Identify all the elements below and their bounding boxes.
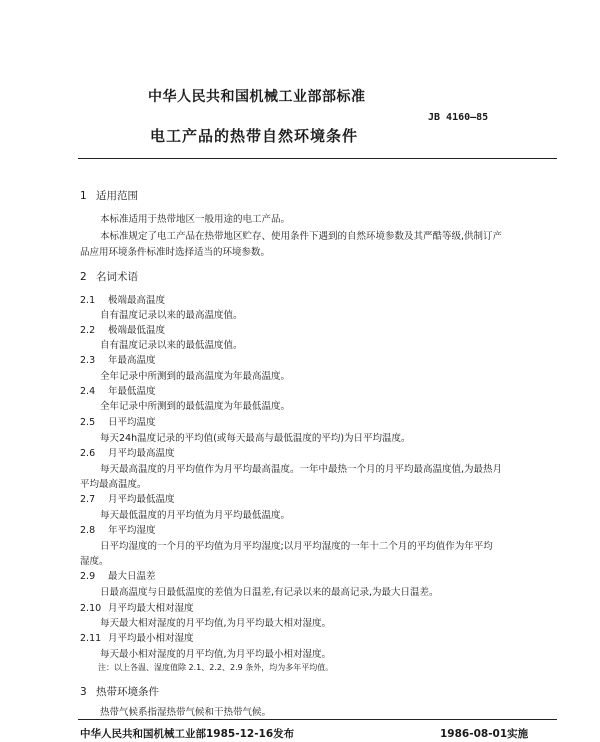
term-heading: 2.10 月平均最大相对湿度 <box>80 603 194 614</box>
term-heading: 2.9 最大日温差 <box>80 571 156 582</box>
term-heading: 2.7 月平均最低温度 <box>80 494 175 505</box>
section-1-heading <box>80 188 138 203</box>
section-title: 适用范围 <box>96 190 138 202</box>
standard-code: JB 4160—85 <box>428 112 489 123</box>
term-definition: 全年记录中所测到的最低温度为年最低温度。 <box>100 401 291 412</box>
term-definition: 每天最小相对湿度的月平均值,为月平均最小相对湿度。 <box>100 649 332 660</box>
section-2-note: 注：以上各温、湿度值除 2.1、2.2、2.9 条外，均为多年平均值。 <box>98 663 334 672</box>
term-heading: 2.11 月平均最小相对湿度 <box>80 633 194 644</box>
term-definition-cont: 湿度。 <box>80 556 109 567</box>
section-1-paragraph-1: 本标准适用于热带地区一般用途的电工产品。 <box>100 214 291 225</box>
section-title: 热带环境条件 <box>96 686 159 698</box>
term-definition: 每天最高温度的月平均值作为月平均最高温度。一年中最热一个月的月平均最高温度值,为最热月 <box>100 464 503 475</box>
term-definition: 自有温度记录以来的最低温度值。 <box>100 340 243 351</box>
publish-date: 中华人民共和国机械工业部1985-12-16发布 <box>80 728 295 740</box>
issuing-organization: 中华人民共和国机械工业部部标准 <box>148 89 366 105</box>
section-3-heading <box>80 684 159 699</box>
header-divider <box>78 158 557 159</box>
term-definition: 日平均湿度的一个月的平均值为月平均湿度;以月平均湿度的一年十二个月的平均值作为年平均 <box>100 541 493 552</box>
term-definition: 日最高温度与日最低温度的差值为日温差,有记录以来的最高记录,为最大日温差。 <box>100 587 439 598</box>
footer-divider <box>78 719 557 720</box>
term-definition-cont: 平均最高温度。 <box>80 479 147 490</box>
term-definition: 每天最低温度的月平均值为月平均最低温度。 <box>100 510 291 521</box>
term-heading: 2.4 年最低温度 <box>80 386 156 397</box>
section-3-paragraph-1: 热带气候系指湿热带气候和干热带气候。 <box>100 707 272 718</box>
section-1-paragraph-2: 本标准规定了电工产品在热带地区贮存、使用条件下遇到的自然环境参数及其严酷等级,供制订产 <box>100 231 503 242</box>
section-2-heading <box>80 269 138 284</box>
term-definition: 自有温度记录以来的最高温度值。 <box>100 310 243 321</box>
term-definition: 全年记录中所测到的最高温度为年最高温度。 <box>100 371 291 382</box>
section-number: 2 <box>80 271 87 283</box>
section-number: 1 <box>80 190 87 202</box>
term-definition: 每天最大相对湿度的月平均值,为月平均最大相对湿度。 <box>100 618 332 629</box>
term-heading: 2.2 极端最低温度 <box>80 325 166 336</box>
term-heading: 2.8 年平均湿度 <box>80 525 156 536</box>
term-heading: 2.5 日平均温度 <box>80 417 156 428</box>
term-heading: 2.6 月平均最高温度 <box>80 448 175 459</box>
section-number: 3 <box>80 686 87 698</box>
effective-date: 1986-08-01实施 <box>440 728 529 740</box>
term-heading: 2.1 极端最高温度 <box>80 295 166 306</box>
section-1-paragraph-2-cont: 品应用环境条件标准时选择适当的环境参数。 <box>80 247 271 258</box>
term-heading: 2.3 年最高温度 <box>80 355 156 366</box>
section-title: 名词术语 <box>96 271 138 283</box>
document-title: 电工产品的热带自然环境条件 <box>150 127 359 145</box>
term-definition: 每天24h温度记录的平均值(或每天最高与最低温度的平均)为日平均温度。 <box>100 433 411 444</box>
